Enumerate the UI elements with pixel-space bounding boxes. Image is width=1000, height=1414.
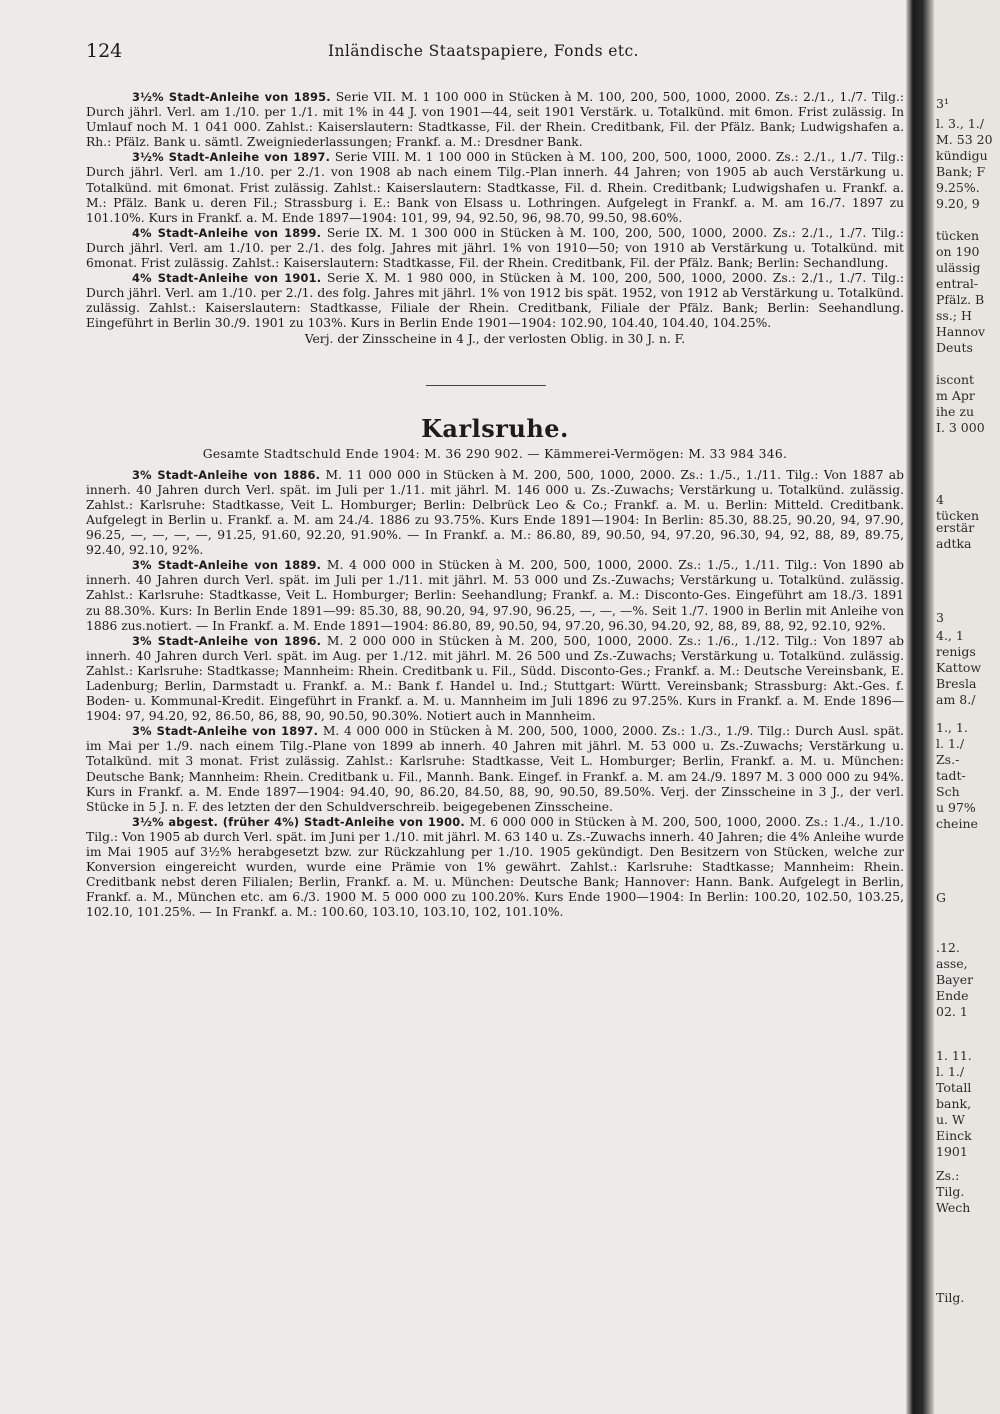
bond-entry xyxy=(86,226,904,271)
facing-page-text: Bank; F xyxy=(936,164,986,179)
facing-page-text: l. 1./ xyxy=(936,1064,965,1079)
facing-page-text: .12. xyxy=(936,940,960,955)
facing-page-text: kündigu xyxy=(936,148,988,163)
facing-page-text: G xyxy=(936,890,946,905)
facing-page-text: renigs xyxy=(936,644,976,659)
facing-page-text: 9.25%. xyxy=(936,180,980,195)
page-content xyxy=(86,90,904,921)
facing-page-text: Totall xyxy=(936,1080,972,1095)
facing-page-text: Tilg. xyxy=(936,1184,965,1199)
facing-page-text: tücken xyxy=(936,508,980,523)
karlsruhe-section xyxy=(86,415,904,921)
facing-page-text: tücken xyxy=(936,228,980,243)
bond-entry xyxy=(86,90,904,150)
city-summary: Gesamte Stadtschuld Ende 1904: M. 36 290 902. — Kämmerei-Vermögen: M. 33 984 346. xyxy=(202,446,788,461)
facing-page-text: u. W xyxy=(936,1112,965,1127)
facing-page-text: Pfälz. B xyxy=(936,292,985,307)
facing-page-text: l. 3., 1./ xyxy=(936,116,984,131)
facing-page-text: Bayer xyxy=(936,972,974,987)
bond-title: 3½% abgest. (früher 4%) Stadt-Anleihe von 1900. xyxy=(132,814,465,829)
facing-page-text: l. 1./ xyxy=(936,736,965,751)
bond-title: 3½% Stadt-Anleihe von 1897. xyxy=(132,150,331,165)
bond-text: M. 4 000 000 in Stücken à M. 200, 500, 1000, 2000. Zs.: 1./5., 1./11. Tilg.: Von 1890 ab innerh. 40 Jahren durch Verl. spät. im Juli per 1./11. mit jährl. M. 53 000 und Zs.-Zuwachs; Verstärkung u. Totalkünd. zulässig. Zahlst.: Karlsruhe: Stadtkasse, Veit L. Homburger; Berlin: Seehandlung; Frankf. a. M.: Disconto-Ges. Eingeführt am 18./3. 1891 zu 88.30%. Kurs: In Berlin Ende 1891—99: 85.30, 88, 90.20, 94, 97.90, 96.25, —, —, —%. Seit 1./7. 1900 in Berlin mit Anleihe von 1886 zus.notiert. — In Frankf. a. M. Ende 1891—1904: 86.80, 89, 90.50, 94, 97.20, 96.30, 94.20, 92, 88, 89, 88, 92, 92.10, 92%. xyxy=(86,558,905,633)
facing-page-text: 02. 1 xyxy=(936,1004,968,1019)
bond-title: 3½% Stadt-Anleihe von 1895. xyxy=(132,90,331,104)
city-heading: Karlsruhe. xyxy=(421,413,569,443)
facing-page-text: Zs.- xyxy=(936,752,960,767)
facing-page-text: m Apr xyxy=(936,388,975,403)
facing-page-text: u 97% xyxy=(936,800,976,815)
bond-text: Serie X. M. 1 980 000, in Stücken à M. 100, 200, 500, 1000, 2000. Zs.: 2./1., 1./7. Tilg.: Durch jährl. Verl. am 1./10. per 2./1. des folg. Jahres mit jährl. 1% von 1912 bis spät. 1952, von 1912 ab Verstärkung u. Totalkünd. zulässig. Zahlst.: Kaiserslautern: Stadtkasse, Filiale der Rhein. Creditbank, Filiale der Pfälz. Bank; Berlin: Seehandlung. Eingeführt in Berlin 30./9. 1901 zu 103%. Kurs in Berlin Ende 1901—1904: 102.90, 104.40, 104.40, 104.25%. xyxy=(86,271,905,331)
facing-page-text: Sch xyxy=(936,784,960,799)
bond-title: 3% Stadt-Anleihe von 1889. xyxy=(132,558,322,573)
running-title: Inländische Staatspapiere, Fonds etc. xyxy=(328,42,639,60)
facing-page-text: tadt- xyxy=(936,768,966,783)
facing-page-text: I. 3 000 xyxy=(936,420,985,435)
bond-text: M. 11 000 000 in Stücken à M. 200, 500, 1000, 2000. Zs.: 1./5., 1./11. Tilg.: Von 1887 ab innerh. 40 Jahren durch Verl. spät. im Juli per 1./11. mit jährl. M. 146 000 u. Zs.-Zuwachs; Verstärkung u. Totalkünd. zulässig. Zahlst.: Karlsruhe: Stadtkasse, Veit L. Homburger; Berlin: Delbrück Leo & Co.; Frankf. a. M. u. Berlin: Mitteld. Creditbank. Aufgelegt in Berlin u. Frankf. a. M. am 24./4. 1886 zu 93.75%. Kurs Ende 1891—1904: In Berlin: 85.30, 88.25, 90.20, 94, 97.90, 96.25, —, —, —, —, 91.25, 91.60, 92.20, 91.90%. — In Frankf. a. M.: 86.80, 89, 90.50, 94, 97.20, 96.30, 94, 92, 88, 89, 89.75, 92.40, 92.10, 92%. xyxy=(86,467,905,558)
bond-title: 4% Stadt-Anleihe von 1899. xyxy=(132,225,322,240)
facing-page-text: entral- xyxy=(936,276,979,291)
facing-page-text: Kattow xyxy=(936,660,982,675)
bond-entry xyxy=(86,634,904,725)
facing-page-text: 1., 1. xyxy=(936,720,968,735)
bond-entry xyxy=(86,724,904,815)
facing-page-text: 1901 xyxy=(936,1144,968,1159)
facing-page-text: 4 xyxy=(936,492,944,507)
facing-page-text: Hannov xyxy=(936,324,986,339)
bond-entry xyxy=(86,150,904,225)
bond-text: Serie IX. M. 1 300 000 in Stücken à M. 100, 200, 500, 1000, 2000. Zs.: 2./1., 1./7. Tilg.: Durch jährl. Verl. am 1./10. per 2./1. des folg. Jahres mit jährl. 1% von 1910—50; von 1910 ab Verstärkung u. Totalkünd. mit 6monat. Frist zulässig. Zahlst.: Kaiserslautern: Stadtkasse, Fil. der Rhein. Creditbank, Fil. der Pfälz. Bank; Berlin: Sechandlung. xyxy=(86,225,904,271)
kaiserslautern-section xyxy=(86,90,904,347)
facing-page-text: on 190 xyxy=(936,244,980,259)
bond-entry xyxy=(86,558,904,633)
bond-title: 3% Stadt-Anleihe von 1897. xyxy=(132,724,319,739)
facing-page-text: bank, xyxy=(936,1096,972,1111)
facing-page-text: Ende xyxy=(936,988,969,1003)
bond-text: Serie VII. M. 1 100 000 in Stücken à M. 100, 200, 500, 1000, 2000. Zs.: 2./1., 1./7. Tilg.: Durch jährl. Verl. am 1./10. per 1./1. mit 1% in 44 J. von 1901—44, seit 1901 Verstärk. u. Totalkünd. mit 6mon. Frist zulässig. In Umlauf noch M. 1 041 000. Zahlst.: Kaiserslautern: Stadtkasse, Fil. der Rhein. Creditbank, Fil. der Pfälz. Bank; Ludwigshafen a. Rh.: Pfälz. Bank u. sämtl. Zweigniederlassungen; Frankf. a. M.: Dresdner Bank. xyxy=(86,90,904,150)
facing-page-text: 1. 11. xyxy=(936,1048,972,1063)
bond-title: 4% Stadt-Anleihe von 1901. xyxy=(132,271,322,286)
closing-note: Verj. der Zinsscheine in 4 J., der verlosten Oblig. in 30 J. n. F. xyxy=(304,331,686,346)
facing-page-text: erstär xyxy=(936,520,975,535)
facing-page-text: Wech xyxy=(936,1200,971,1215)
facing-page-text: ulässig xyxy=(936,260,981,275)
bond-text: Serie VIII. M. 1 100 000 in Stücken à M. 100, 200, 500, 1000, 2000. Zs.: 2./1., 1./7. Tilg.: Durch jährl. Verl. am 1./10. per 2./1. von 1908 ab nach einem Tilg.-Plan innerh. 44 Jahren; von 1905 ab auch Verstärkung u. Totalkünd. mit 6monat. Frist zulässig. Zahlst.: Kaiserslautern: Stadtkasse, Fil. d. Rhein. Creditbank; Ludwigshafen u. Frankf. a. M.: Pfälz. Bank u. deren Fil.; Strassburg i. E.: Bank von Elsass u. Lothringen. Aufgelegt in Frankf. a. M. am 16./7. 1897 zu 101.10%. Kurs in Frankf. a. M. Ende 1897—1904: 101, 99, 94, 92.50, 96, 98.70, 99.50, 98.60%. xyxy=(86,150,904,225)
facing-page-text: 4., 1 xyxy=(936,628,964,643)
divider-line xyxy=(426,385,546,386)
facing-page-text: ihe zu xyxy=(936,404,975,419)
facing-page-text: iscont xyxy=(936,372,975,387)
bond-entry xyxy=(86,815,904,921)
bond-entry xyxy=(86,468,904,559)
facing-page-text: Deuts xyxy=(936,340,973,355)
facing-page-text: 3 xyxy=(936,610,944,625)
facing-page-fragment xyxy=(934,0,1000,1414)
facing-page-text: am 8./ xyxy=(936,692,976,707)
facing-page-text: cheine xyxy=(936,816,978,831)
bond-text: M. 6 000 000 in Stücken à M. 200, 500, 1000, 2000. Zs.: 1./4., 1./10. Tilg.: Von 1905 ab durch Verl. spät. im Juni per 1./10. mit jährl. M. 63 140 u. Zs.-Zuwachs innerh. 40 Jahren; die 4% Anleihe wurde im Mai 1905 auf 3½% herabgesetzt bzw. zur Rückzahlung per 1./10. 1905 gekündigt. Den Besitzern von Stücken, welche zur Konversion eingereicht wurden, wurde eine Prämie von 1% gewährt. Zahlst.: Karlsruhe: Stadtkasse; Mannheim: Rhein. Creditbank nebst deren Filialen; Berlin, Frankf. a. M. u. München: Deutsche Bank; Hannover: Hann. Bank. Aufgelegt in Berlin, Frankf. a. M., München etc. am 6./3. 1900 M. 5 000 000 zu 100.20%. Kurs Ende 1900—1904: In Berlin: 100.20, 102.50, 103.25, 102.10, 101.25%. — In Frankf. a. M.: 100.60, 103.10, 103.10, 102, 101.10%. xyxy=(86,814,904,920)
facing-page-text: Bresla xyxy=(936,676,977,691)
bond-title: 3% Stadt-Anleihe von 1896. xyxy=(132,633,322,648)
facing-page-text: M. 53 20 xyxy=(936,132,993,147)
facing-page-text: Tilg. xyxy=(936,1290,965,1305)
bond-text: M. 4 000 000 in Stücken à M. 200, 500, 1000, 2000. Zs.: 1./3., 1./9. Tilg.: Durch Ausl. spät. im Mai per 1./9. nach einem Tilg.-Plane von 1899 ab innerh. 40 Jahren mit jährl. M. 53 000 u. Zs.-Zuwachs; Verstärkung u. Totalkünd. mit 3 monat. Frist zulässig. Zahlst.: Karlsruhe: Stadtkasse, Veit L. Homburger; Berlin, Frankf. a. M. u. München: Deutsche Bank; Mannheim: Rhein. Creditbank u. Fil., Mannh. Bank. Eingef. in Frankf. a. M. am 24./9. 1897 M. 3 000 000 zu 94%. Kurs in Frankf. a. M. Ende 1897—1904: 94.40, 90, 86.20, 84.50, 88, 90, 90.50, 89.50%. Verj. der Zinsscheine in 3 J., der verl. Stücke in 5 J. n. F. des letzten der den Schuldverschreib. beigegebenen Zinsscheine. xyxy=(86,724,905,814)
bond-title: 3% Stadt-Anleihe von 1886. xyxy=(132,467,321,482)
section-divider xyxy=(86,347,904,415)
bond-text: M. 2 000 000 in Stücken à M. 200, 500, 1000, 2000. Zs.: 1./6., 1./12. Tilg.: Von 1897 ab innerh. 40 Jahren durch Verl. spät. im Aug. per 1./12. mit jährl. M. 26 500 und Zs.-Zuwachs; Verstärkung u. Totalkünd. zulässig. Zahlst.: Karlsruhe: Stadtkasse; Mannheim: Rhein. Creditbank u. Fil., Südd. Disconto-Ges.; Frankf. a. M.: Deutsche Vereinsbank, E. Ladenburg; Berlin, Darmstadt u. Frankf. a. M.: Bank f. Handel u. Ind.; Stuttgart: Württ. Vereinsbank; Strassburg: Akt.-Ges. f. Boden- u. Kommunal-Kredit. Eingeführt in Frankf. a. M. u. Mannheim im Juli 1896 zu 97.25%. Kurs in Frankf. a. M. Ende 1896—1904: 97, 94.20, 92, 86.50, 86, 88, 90, 90.50, 90.30%. Notiert auch in Mannheim. xyxy=(86,633,905,724)
facing-page-text: adtka xyxy=(936,536,972,551)
facing-page-text: Zs.: xyxy=(936,1168,960,1183)
facing-page-text: 9.20, 9 xyxy=(936,196,980,211)
page-header xyxy=(86,40,904,66)
bond-entry xyxy=(86,271,904,331)
facing-page-text: ss.; H xyxy=(936,308,972,323)
facing-page-text: 3¹ xyxy=(936,96,949,111)
page-number: 124 xyxy=(86,40,123,62)
book-gutter xyxy=(906,0,934,1414)
facing-page-text: Einck xyxy=(936,1128,972,1143)
facing-page-text: asse, xyxy=(936,956,968,971)
